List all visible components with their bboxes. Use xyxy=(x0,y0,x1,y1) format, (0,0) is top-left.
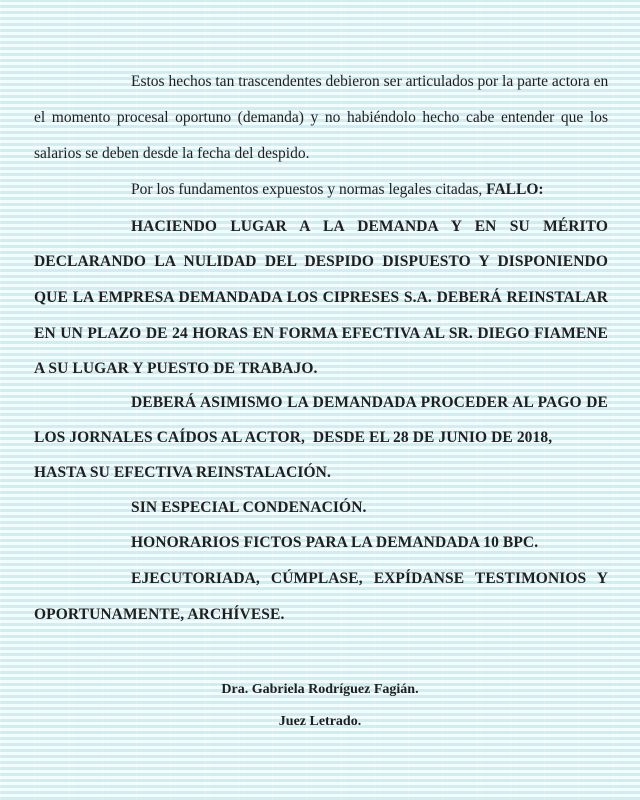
paragraph-2-text: Por los fundamentos expuestos y normas legales citadas, xyxy=(131,181,483,198)
ruling-1-line-4: EN UN PLAZO DE 24 HORAS EN FORMA EFECTIVA AL SR. DIEGO FIAMENE xyxy=(34,325,608,342)
signature-title: Juez Letrado. xyxy=(278,714,362,729)
paragraph-1-line-1: Estos hechos tan trascendentes debieron ser articulados por la parte actora en xyxy=(131,73,609,90)
signature-name: Dra. Gabriela Rodríguez Fagián. xyxy=(221,682,419,697)
ruling-5-line-2: OPORTUNAMENTE, ARCHÍVESE. xyxy=(34,606,285,623)
ruling-2-line-1: DEBERÁ ASIMISMO LA DEMANDADA PROCEDER AL PAGO DE xyxy=(131,394,608,411)
paragraph-1-line-2: el momento procesal oportuno (demanda) y no habiéndolo hecho cabe entender que los xyxy=(34,109,608,126)
ruling-5-line-1: EJECUTORIADA, CÚMPLASE, EXPÍDANSE TESTIMONIOS Y xyxy=(131,570,608,587)
paragraph-1-line-3: salarios se deben desde la fecha del despido. xyxy=(34,145,310,162)
fallo-label: FALLO: xyxy=(486,181,544,198)
ruling-1-line-2: DECLARANDO LA NULIDAD DEL DESPIDO DISPUESTO Y DISPONIENDO xyxy=(34,253,608,270)
ruling-3: SIN ESPECIAL CONDENACIÓN. xyxy=(131,499,367,516)
ruling-1-line-1: HACIENDO LUGAR A LA DEMANDA Y EN SU MÉRITO xyxy=(131,218,608,235)
ruling-4: HONORARIOS FICTOS PARA LA DEMANDADA 10 BPC. xyxy=(131,534,539,551)
ruling-2-line-2: LOS JORNALES CAÍDOS AL ACTOR, DESDE EL 28 DE JUNIO DE 2018, xyxy=(34,429,553,446)
paragraph-2 xyxy=(131,181,544,199)
ruling-1-line-5: A SU LUGAR Y PUESTO DE TRABAJO. xyxy=(34,360,318,377)
ruling-1-line-3: QUE LA EMPRESA DEMANDADA LOS CIPRESES S.A. DEBERÁ REINSTALAR xyxy=(34,289,608,306)
ruling-2-line-3: HASTA SU EFECTIVA REINSTALACIÓN. xyxy=(34,464,331,481)
